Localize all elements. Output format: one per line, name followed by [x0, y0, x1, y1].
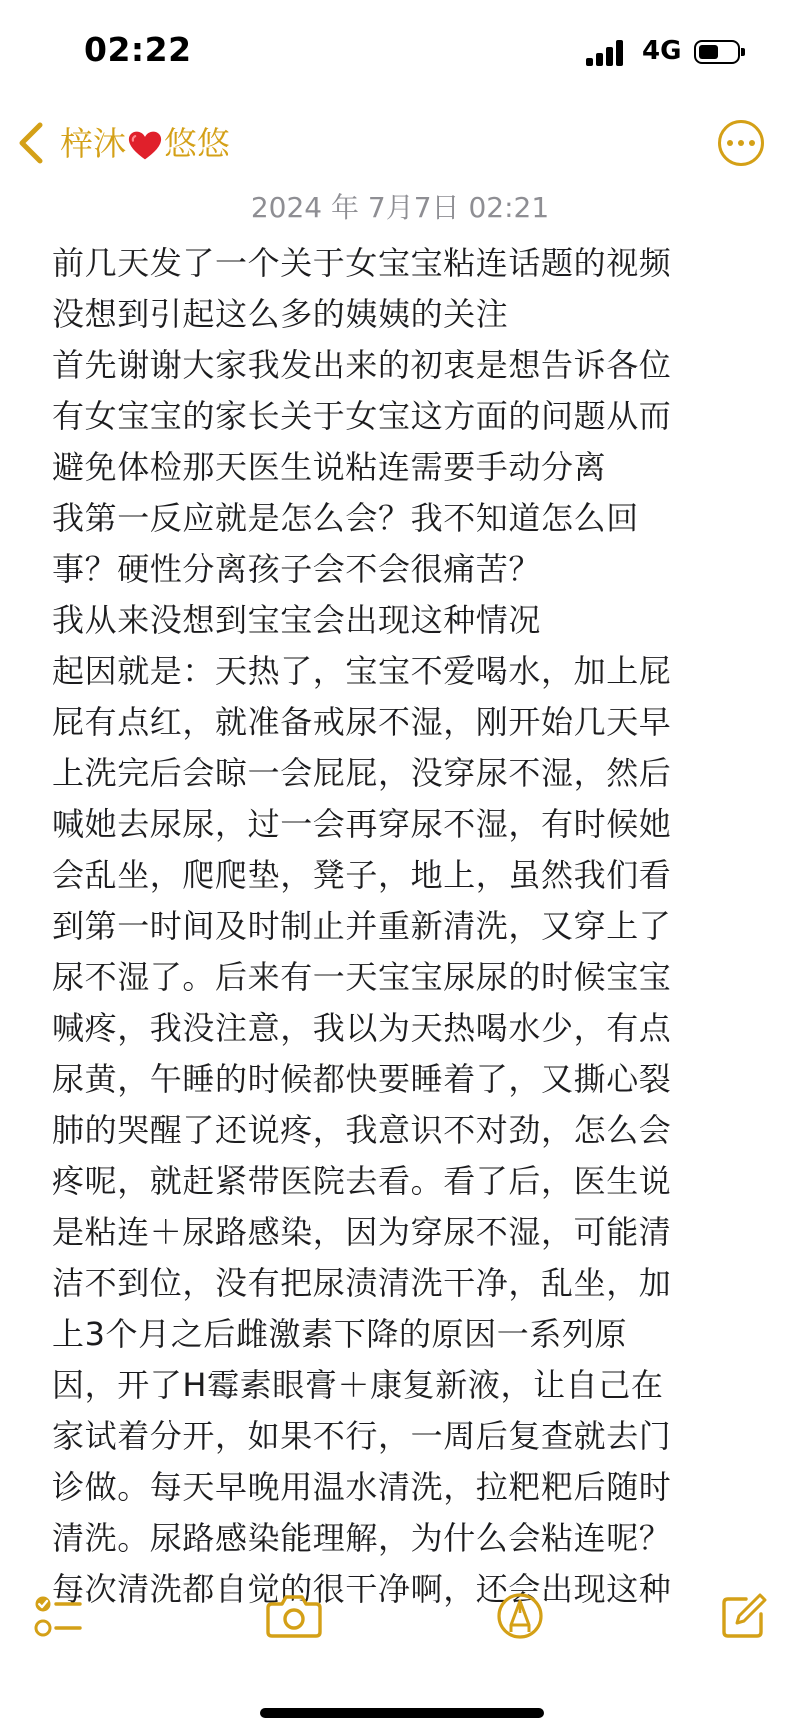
note-line: 我从来没想到宝宝会出现这种情况 — [52, 601, 542, 639]
note-line: 首先谢谢大家我发出来的初衷是想告诉各位 — [52, 346, 672, 384]
note-line: 洁不到位，没有把尿渍清洗干净，乱坐，加 — [52, 1264, 672, 1302]
back-label-second: 悠悠 — [164, 124, 230, 163]
compose-button[interactable] — [720, 1592, 768, 1640]
note-line: 喊疼，我没注意，我以为天热喝水少，有点 — [52, 1009, 672, 1047]
checklist-icon — [34, 1594, 82, 1640]
note-line: 家试着分开，如果不行，一周后复查就去门 — [52, 1417, 672, 1455]
note-line: 到第一时间及时制止并重新清洗，又穿上了 — [52, 907, 672, 945]
note-line: 尿不湿了。后来有一天宝宝尿尿的时候宝宝 — [52, 958, 672, 996]
nav-bar — [0, 110, 800, 180]
cellular-signal-icon — [586, 40, 630, 66]
home-indicator[interactable] — [260, 1708, 544, 1718]
note-date: 2024 年 7月7日 02:21 — [250, 191, 550, 224]
bottom-toolbar — [0, 1574, 800, 1684]
camera-button[interactable] — [266, 1594, 322, 1638]
red-heart-icon — [128, 123, 162, 169]
status-bar — [0, 0, 800, 100]
more-dot-icon — [749, 140, 755, 146]
note-line: 有女宝宝的家长关于女宝这方面的问题从而 — [52, 397, 672, 435]
back-label-first: 梓沐 — [60, 124, 126, 163]
more-options-button[interactable] — [718, 120, 764, 166]
note-line: 会乱坐，爬爬垫，凳子，地上，虽然我们看 — [52, 856, 672, 894]
note-line: 没想到引起这么多的姨姨的关注 — [52, 295, 509, 333]
note-line: 是粘连＋尿路感染，因为穿尿不湿，可能清 — [52, 1213, 672, 1251]
note-line: 上3个月之后雌激素下降的原因一系列原 — [52, 1315, 628, 1353]
note-line: 清洗。尿路感染能理解，为什么会粘连呢？ — [52, 1519, 672, 1557]
chevron-left-icon — [14, 120, 48, 166]
note-line: 肺的哭醒了还说疼，我意识不对劲，怎么会 — [52, 1111, 672, 1149]
camera-icon — [266, 1594, 322, 1638]
note-line: 上洗完后会晾一会屁屁，没穿尿不湿，然后 — [52, 754, 672, 792]
note-line: 前几天发了一个关于女宝宝粘连话题的视频 — [52, 244, 672, 282]
back-label — [60, 118, 230, 169]
network-type: 4G — [642, 36, 682, 66]
note-line: 事？硬性分离孩子会不会很痛苦？ — [52, 550, 542, 588]
note-line: 疼呢，就赶紧带医院去看。看了后，医生说 — [52, 1162, 672, 1200]
battery-icon — [694, 40, 740, 64]
note-line: 因，开了H霉素眼膏＋康复新液，让自己在 — [52, 1366, 664, 1404]
status-time: 02:22 — [84, 30, 192, 69]
more-dot-icon — [727, 140, 733, 146]
note-line: 尿黄，午睡的时候都快要睡着了，又撕心裂 — [52, 1060, 672, 1098]
note-line: 避免体检那天医生说粘连需要手动分离 — [52, 448, 607, 486]
note-body[interactable] — [52, 238, 752, 1608]
note-line: 每次清洗都自觉的很干净啊，还会出现这种 — [52, 1570, 672, 1608]
markup-button[interactable] — [496, 1592, 544, 1640]
note-line: 我第一反应就是怎么会？我不知道怎么回 — [52, 499, 639, 537]
markup-pen-icon — [496, 1592, 544, 1640]
compose-icon — [720, 1592, 768, 1640]
note-line: 诊做。每天早晚用温水清洗，拉粑粑后随时 — [52, 1468, 672, 1506]
more-dot-icon — [738, 140, 744, 146]
back-button[interactable] — [14, 118, 230, 169]
note-line: 起因就是：天热了，宝宝不爱喝水，加上屁 — [52, 652, 672, 690]
checklist-button[interactable] — [34, 1594, 82, 1640]
note-line: 喊她去尿尿，过一会再穿尿不湿，有时候她 — [52, 805, 672, 843]
note-line: 屁有点红，就准备戒尿不湿，刚开始几天早 — [52, 703, 672, 741]
